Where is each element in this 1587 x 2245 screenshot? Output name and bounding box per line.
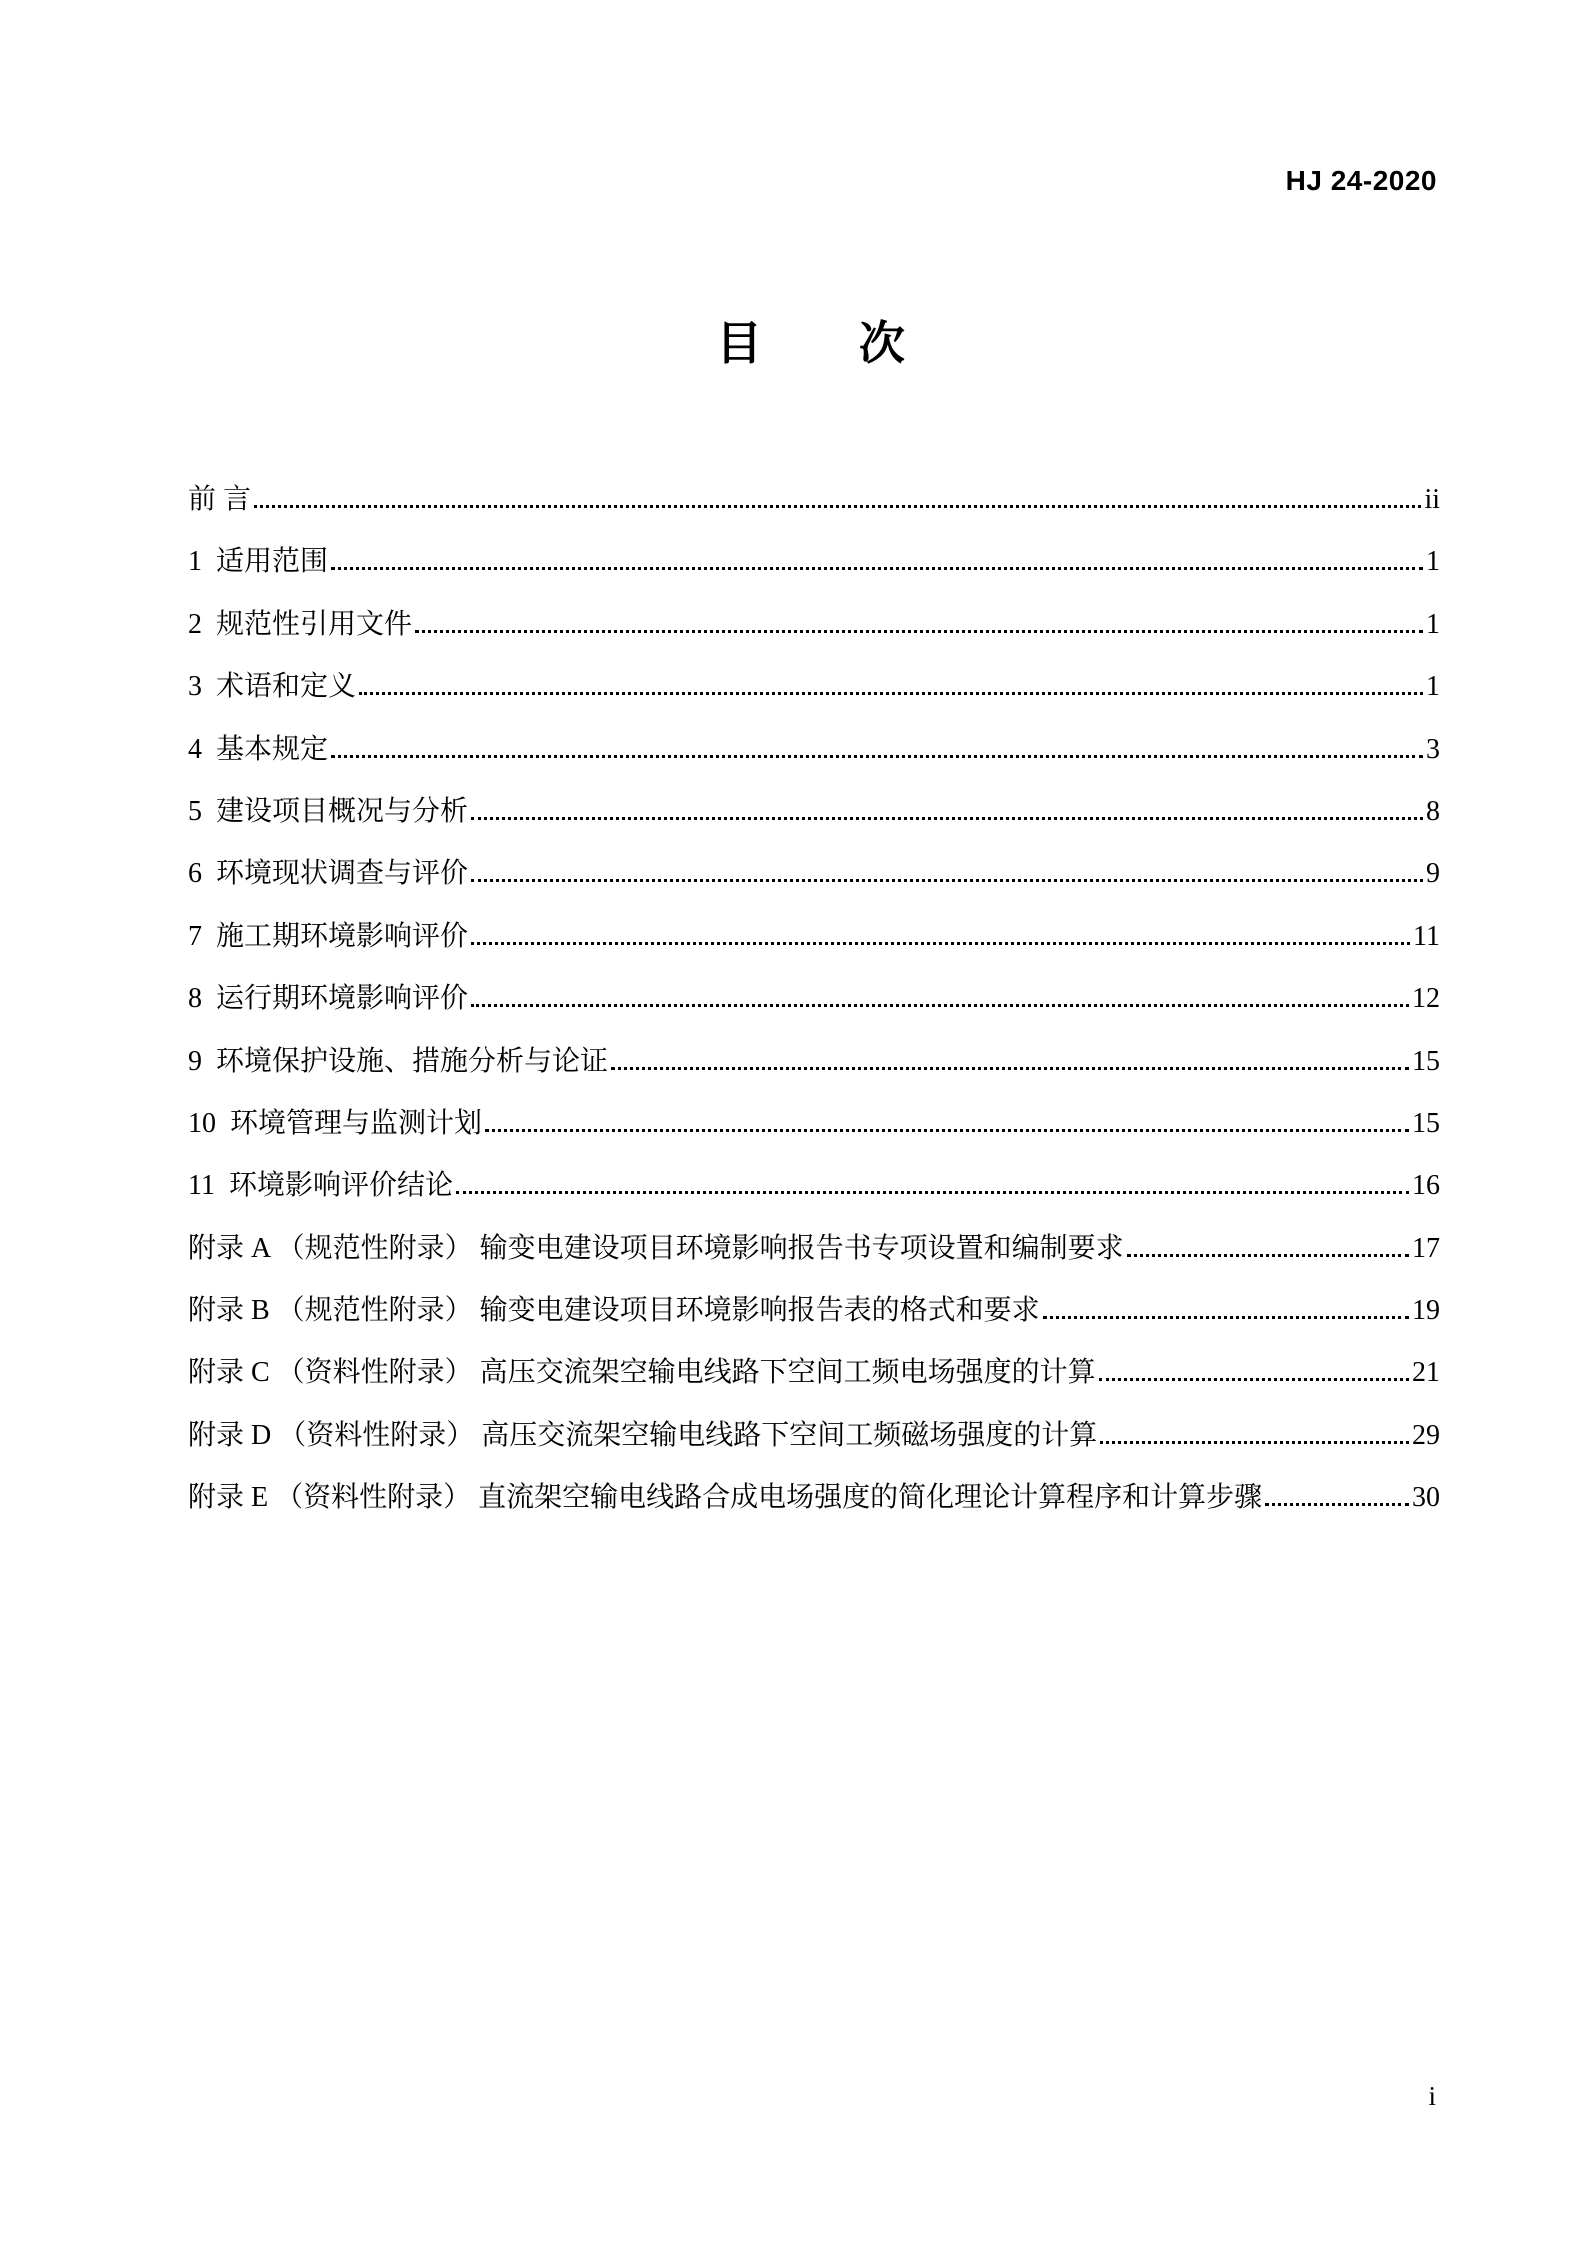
- dot-leader: [485, 1125, 1409, 1132]
- toc-entry-label: 附录 B （规范性附录） 输变电建设项目环境影响报告表的格式和要求: [188, 1295, 1040, 1327]
- dot-leader: [1099, 1374, 1409, 1381]
- toc-entry-appendix-b: [188, 1280, 1440, 1342]
- toc-entry-page: 16: [1412, 1170, 1440, 1202]
- toc-entry-8: [188, 968, 1440, 1030]
- toc-entry-label: 前 言: [188, 484, 252, 515]
- toc-entry-page: 9: [1426, 858, 1440, 890]
- dot-leader: [611, 1063, 1409, 1070]
- toc-entry-label: 附录 C （资料性附录） 高压交流架空输电线路下空间工频电场强度的计算: [188, 1357, 1096, 1389]
- toc-entry-label: 附录 D （资料性附录） 高压交流架空输电线路下空间工频磁场强度的计算: [188, 1419, 1098, 1451]
- footer-page-number: i: [1428, 2081, 1436, 2111]
- toc-entry-page: 3: [1426, 733, 1440, 765]
- toc-entry-page: 21: [1412, 1357, 1440, 1389]
- dot-leader: [1100, 1437, 1409, 1444]
- toc-entry-page: 30: [1412, 1482, 1440, 1514]
- toc-entry-label: 10 环境管理与监测计划: [188, 1107, 483, 1139]
- toc-entry-page: 29: [1412, 1419, 1440, 1451]
- toc-entry-page: 15: [1412, 1045, 1440, 1077]
- toc-entry-6: [188, 843, 1440, 905]
- toc-entry-page: 1: [1426, 671, 1440, 703]
- dot-leader: [1043, 1312, 1409, 1319]
- dot-leader: [471, 938, 1410, 945]
- toc-entry-page: ii: [1424, 484, 1440, 515]
- toc-entry-1: [188, 531, 1440, 593]
- toc-entry-label: 4 基本规定: [188, 733, 329, 765]
- toc-entry-page: 19: [1412, 1295, 1440, 1327]
- toc-entry-page: 1: [1426, 546, 1440, 578]
- dot-leader: [1127, 1250, 1409, 1257]
- toc-entry-3: [188, 656, 1440, 718]
- toc-entry-page: 12: [1412, 983, 1440, 1015]
- toc-entry-11: [188, 1155, 1440, 1217]
- dot-leader: [471, 813, 1423, 820]
- toc-entry-page: 15: [1412, 1107, 1440, 1139]
- toc-entry-page: 17: [1412, 1232, 1440, 1264]
- toc-entry-label: 9 环境保护设施、措施分析与论证: [188, 1045, 609, 1077]
- toc-entry-10: [188, 1093, 1440, 1155]
- toc-entry-appendix-a: [188, 1218, 1440, 1280]
- dot-leader: [359, 688, 1423, 695]
- toc-entry-label: 11 环境影响评价结论: [188, 1170, 453, 1202]
- toc-entry-label: 7 施工期环境影响评价: [188, 920, 469, 952]
- toc-entry-4: [188, 719, 1440, 781]
- toc-entry-appendix-e: [188, 1467, 1440, 1529]
- dot-leader: [331, 563, 1423, 570]
- toc-entry-appendix-d: [188, 1405, 1440, 1467]
- dot-leader: [415, 626, 1423, 633]
- toc-entry-label: 附录 A （规范性附录） 输变电建设项目环境影响报告书专项设置和编制要求: [188, 1232, 1124, 1264]
- toc-entry-label: 6 环境现状调查与评价: [188, 858, 469, 890]
- toc-entry-foreword: [188, 469, 1440, 531]
- toc-entry-appendix-c: [188, 1342, 1440, 1404]
- toc-entry-label: 5 建设项目概况与分析: [188, 795, 469, 827]
- toc-entry-7: [188, 906, 1440, 968]
- table-of-contents: [188, 469, 1440, 1530]
- toc-entry-label: 附录 E （资料性附录） 直流架空输电线路合成电场强度的简化理论计算程序和计算步骤: [188, 1482, 1263, 1514]
- dot-leader: [331, 751, 1423, 758]
- toc-entry-page: 8: [1426, 795, 1440, 827]
- dot-leader: [254, 501, 1421, 508]
- toc-entry-2: [188, 594, 1440, 656]
- standard-number: HJ 24-2020: [1285, 165, 1437, 196]
- dot-leader: [471, 875, 1423, 882]
- toc-entry-page: 1: [1426, 608, 1440, 640]
- toc-entry-label: 3 术语和定义: [188, 671, 357, 703]
- toc-entry-label: 8 运行期环境影响评价: [188, 983, 469, 1015]
- toc-entry-9: [188, 1031, 1440, 1093]
- toc-entry-label: 1 适用范围: [188, 546, 329, 578]
- toc-entry-page: 11: [1413, 920, 1440, 952]
- page-title: 目 次: [716, 317, 905, 369]
- toc-entry-5: [188, 781, 1440, 843]
- toc-entry-label: 2 规范性引用文件: [188, 608, 413, 640]
- dot-leader: [1265, 1499, 1409, 1506]
- dot-leader: [456, 1187, 1409, 1194]
- dot-leader: [471, 1000, 1409, 1007]
